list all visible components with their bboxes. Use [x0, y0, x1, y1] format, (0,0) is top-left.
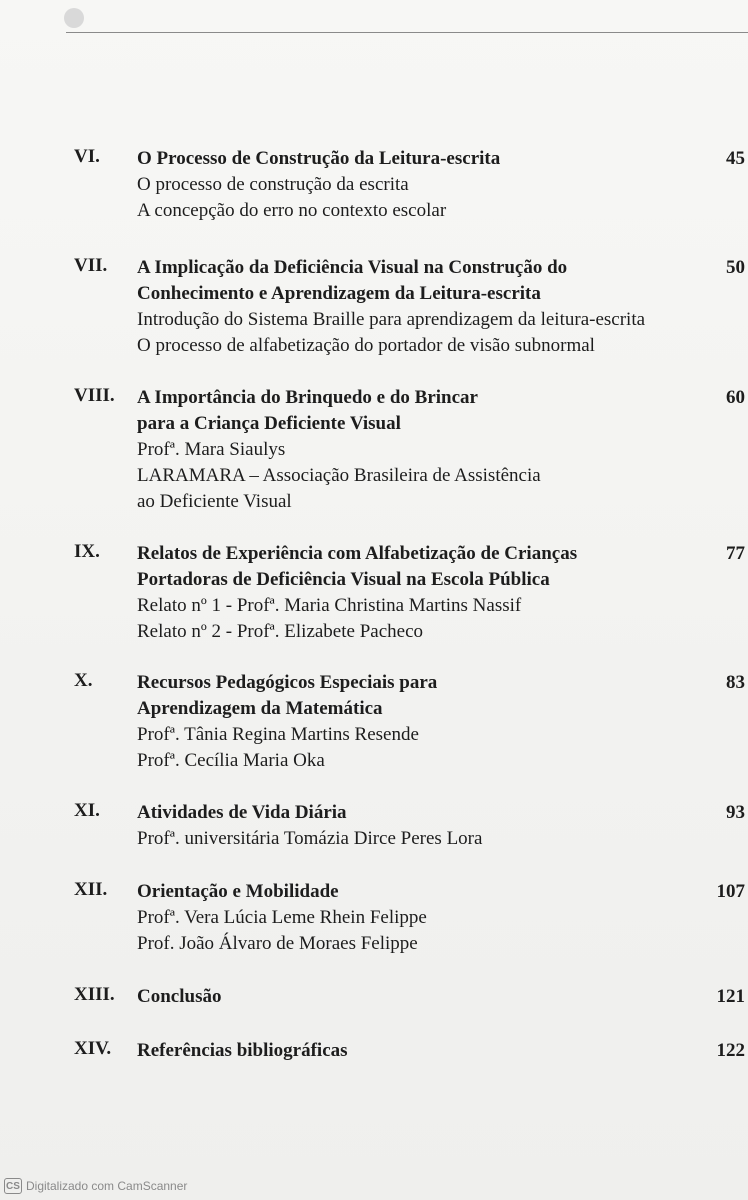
chapter-subentry: Profª. Mara Siaulys	[137, 439, 286, 460]
chapter-title: para a Criança Deficiente Visual	[137, 413, 401, 434]
chapter-subentry: O processo de alfabetização do portador de visão subnormal	[137, 335, 595, 356]
chapter-number: VIII.	[74, 385, 115, 406]
chapter-subentry: A concepção do erro no contexto escolar	[137, 200, 447, 221]
chapter-title: A Importância do Brinquedo e do Brincar	[137, 387, 478, 408]
chapter-title: Recursos Pedagógicos Especiais para	[137, 672, 438, 693]
chapter-title: Conhecimento e Aprendizagem da Leitura-escrita	[137, 283, 541, 304]
page-number: 121	[716, 986, 745, 1007]
page-number: 122	[716, 1040, 745, 1061]
chapter-subentry: Profª. Cecília Maria Oka	[137, 750, 325, 771]
chapter-number: XIII.	[74, 984, 115, 1005]
chapter-title: Atividades de Vida Diária	[137, 802, 347, 823]
chapter-number: XI.	[74, 800, 100, 821]
chapter-subentry: ao Deficiente Visual	[137, 491, 292, 512]
chapter-subentry: Prof. João Álvaro de Moraes Felippe	[137, 933, 418, 954]
chapter-subentry: LARAMARA – Associação Brasileira de Assistência	[137, 465, 541, 486]
page-number: 45	[726, 148, 745, 169]
chapter-number: VII.	[74, 255, 108, 276]
chapter-subentry: Relato nº 2 - Profª. Elizabete Pacheco	[137, 621, 424, 642]
chapter-number: VI.	[74, 146, 100, 167]
page-number: 60	[726, 387, 745, 408]
page-number: 83	[726, 672, 745, 693]
chapter-title: Portadoras de Deficiência Visual na Escola Pública	[137, 569, 550, 590]
camscanner-icon: CS	[4, 1178, 22, 1194]
scanner-watermark	[4, 1176, 187, 1196]
chapter-title: Relatos de Experiência com Alfabetização de Crianças	[137, 543, 578, 564]
chapter-title: Referências bibliográficas	[137, 1040, 348, 1061]
chapter-title: O Processo de Construção da Leitura-escrita	[137, 148, 501, 169]
chapter-title: Orientação e Mobilidade	[137, 881, 339, 902]
scanner-watermark-text: Digitalizado com CamScanner	[26, 1179, 188, 1193]
chapter-number: XII.	[74, 879, 108, 900]
page-number: 107	[716, 881, 745, 902]
chapter-title: A Implicação da Deficiência Visual na Construção do	[137, 257, 568, 278]
page-number: 93	[726, 802, 745, 823]
chapter-title: Aprendizagem da Matemática	[137, 698, 383, 719]
chapter-number: XIV.	[74, 1038, 112, 1059]
header-rule	[66, 32, 748, 33]
chapter-number: IX.	[74, 541, 100, 562]
page-number: 50	[726, 257, 745, 278]
chapter-subentry: Profª. Tânia Regina Martins Resende	[137, 724, 419, 745]
header-mark	[64, 8, 84, 28]
chapter-title: Conclusão	[137, 986, 222, 1007]
chapter-subentry: Profª. universitária Tomázia Dirce Peres Lora	[137, 828, 483, 849]
chapter-subentry: O processo de construção da escrita	[137, 174, 409, 195]
chapter-subentry: Profª. Vera Lúcia Leme Rhein Felippe	[137, 907, 427, 928]
chapter-subentry: Relato nº 1 - Profª. Maria Christina Martins Nassif	[137, 595, 522, 616]
chapter-number: X.	[74, 670, 93, 691]
page-number: 77	[726, 543, 745, 564]
chapter-subentry: Introdução do Sistema Braille para aprendizagem da leitura-escrita	[137, 309, 646, 330]
